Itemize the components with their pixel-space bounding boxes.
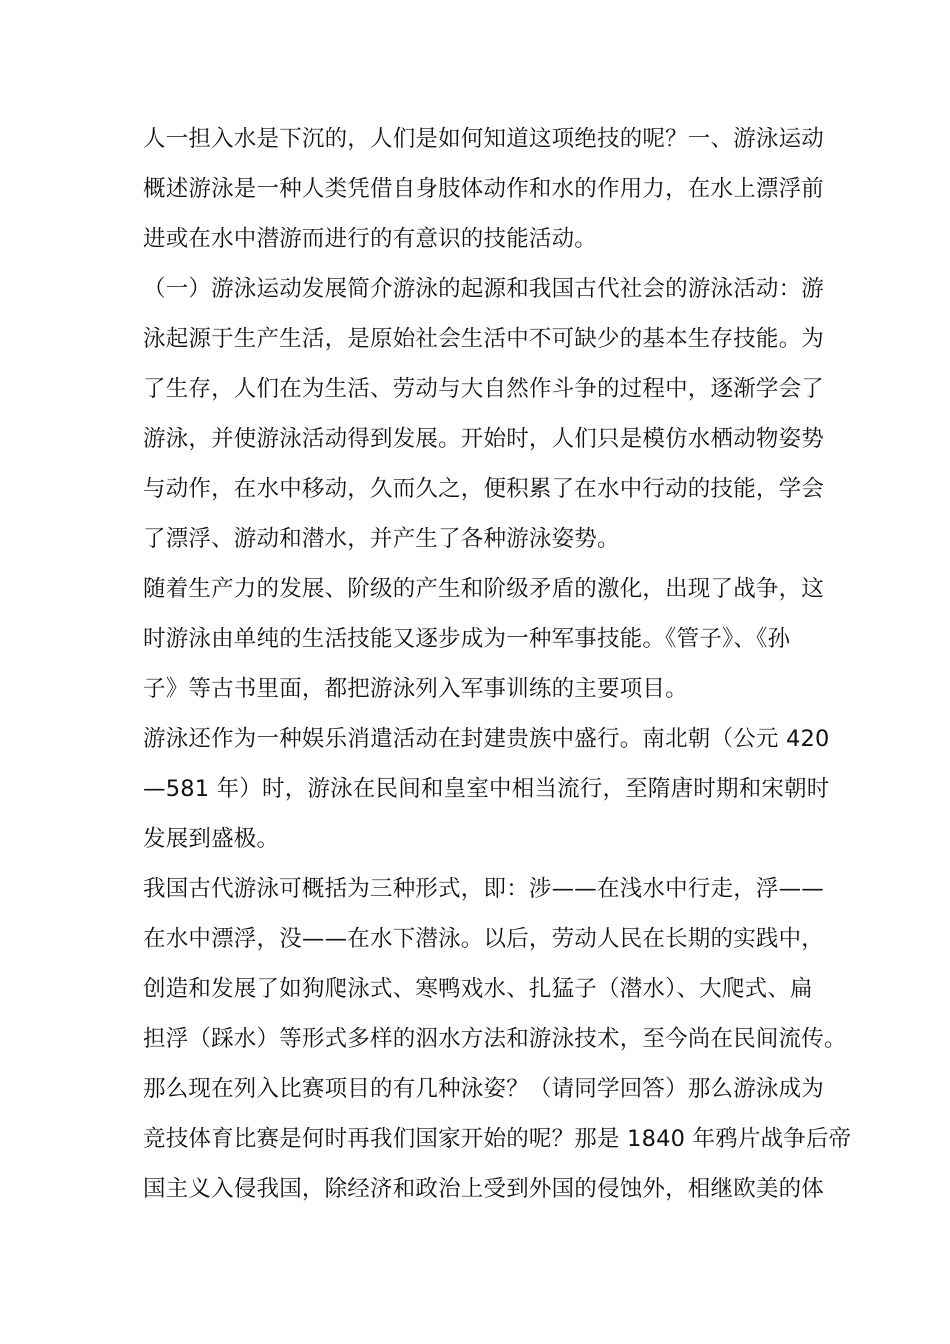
text-line: 与动作，在水中移动，久而久之，便积累了在水中行动的技能，学会 <box>143 476 825 502</box>
text-line: 随着生产力的发展、阶级的产生和阶级矛盾的激化，出现了战争，这 <box>143 576 825 602</box>
text-line: 进或在水中潜游而进行的有意识的技能活动。 <box>143 226 598 252</box>
text-line: 创造和发展了如狗爬泳式、寒鸭戏水、扎猛子（潜水）、大爬式、扁 <box>143 976 813 1002</box>
text-line: 发展到盛极。 <box>143 826 280 852</box>
text-line: 泳起源于生产生活，是原始社会生活中不可缺少的基本生存技能。为 <box>143 326 825 352</box>
text-line: 我国古代游泳可概括为三种形式，即：涉——在浅水中行走，浮—— <box>143 876 825 902</box>
text-line: 概述游泳是一种人类凭借自身肢体动作和水的作用力，在水上漂浮前 <box>143 176 825 202</box>
text-line: 担浮（踩水）等形式多样的泅水方法和游泳技术，至今尚在民间流传。 <box>143 1026 847 1052</box>
text-line: 了生存，人们在为生活、劳动与大自然作斗争的过程中，逐渐学会了 <box>143 376 825 402</box>
text-line: 子》等古书里面，都把游泳列入军事训练的主要项目。 <box>143 676 688 702</box>
text-line: （一）游泳运动发展简介游泳的起源和我国古代社会的游泳活动：游 <box>143 276 825 302</box>
text-line: 时游泳由单纯的生活技能又逐步成为一种军事技能。《管子》、《孙 <box>143 626 791 652</box>
text-line: 游泳，并使游泳活动得到发展。开始时，人们只是模仿水栖动物姿势 <box>143 426 825 452</box>
text-line: —581 年）时，游泳在民间和皇室中相当流行，至隋唐时期和宋朝时 <box>143 776 830 802</box>
text-line: 了漂浮、游动和潜水，并产生了各种游泳姿势。 <box>143 526 620 552</box>
text-line: 人一担入水是下沉的，人们是如何知道这项绝技的呢？一、游泳运动 <box>143 126 825 152</box>
text-line: 游泳还作为一种娱乐消遣活动在封建贵族中盛行。南北朝（公元 420 <box>143 726 830 752</box>
text-line: 竞技体育比赛是何时再我们国家开始的呢？那是 1840 年鸦片战争后帝 <box>143 1126 852 1152</box>
text-line: 国主义入侵我国，除经济和政治上受到外国的侵蚀外，相继欧美的体 <box>143 1176 825 1202</box>
text-line: 在水中漂浮，没——在水下潜泳。以后，劳动人民在长期的实践中， <box>143 926 825 952</box>
text-line: 那么现在列入比赛项目的有几种泳姿？（请同学回答）那么游泳成为 <box>143 1076 825 1102</box>
